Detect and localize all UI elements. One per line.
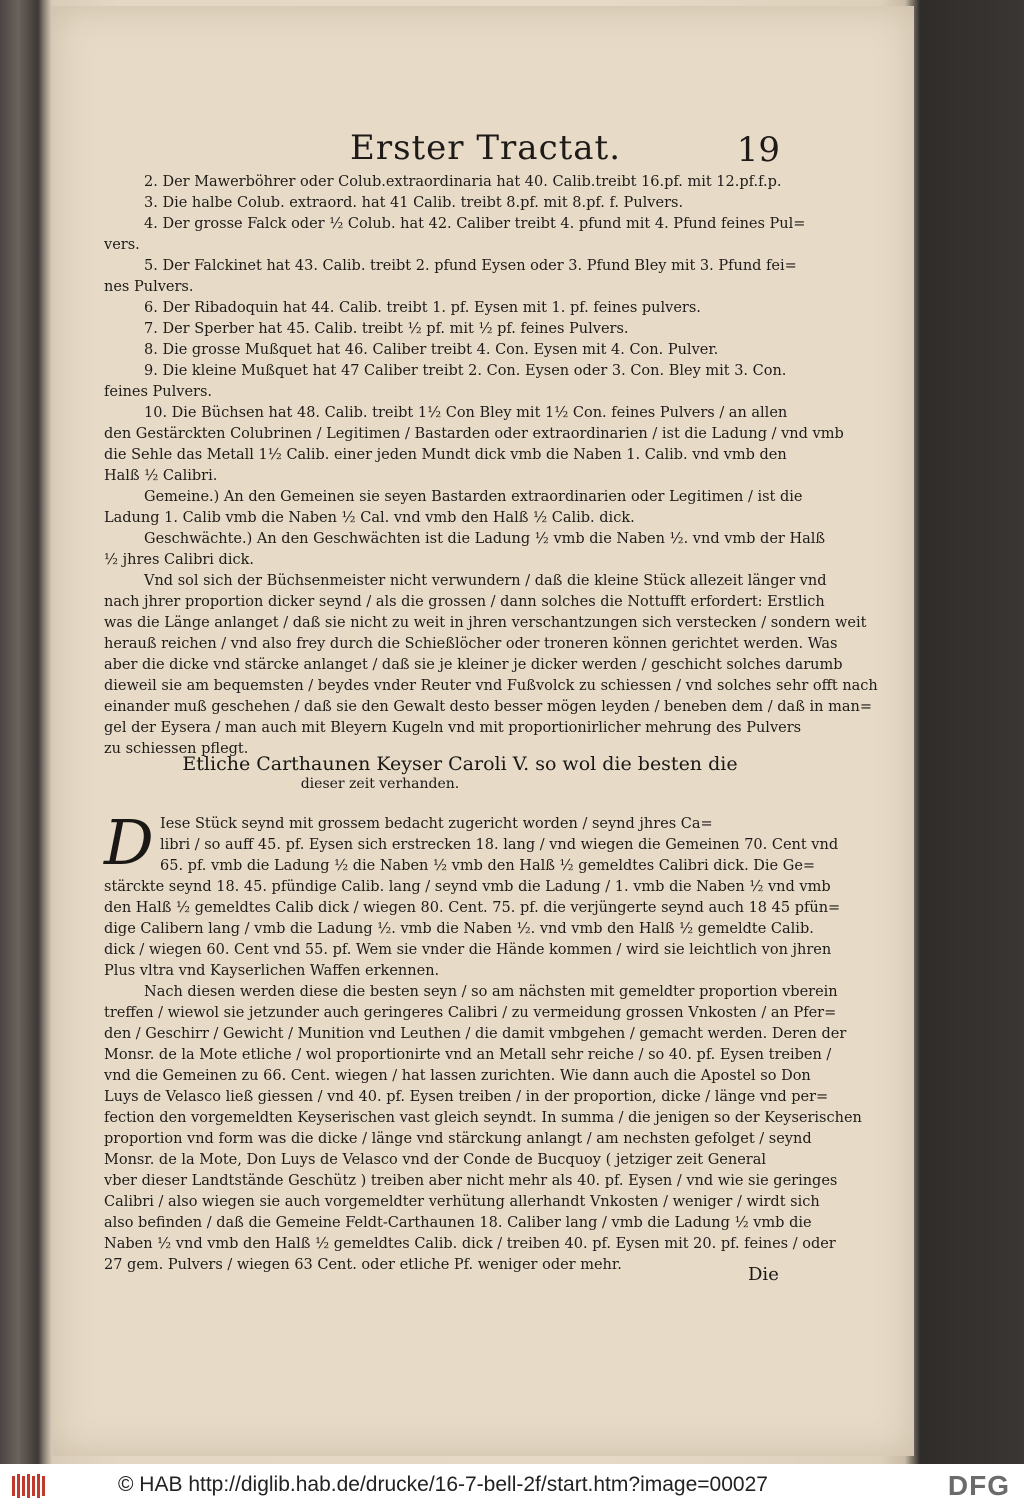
page-header	[300, 128, 780, 178]
text-line: fection den vorgemeldten Keyserischen vast gleich seyndt. In summa / die jenigen so der Keyserischen	[104, 1110, 862, 1126]
text-line: zu schiessen pflegt.	[104, 741, 249, 757]
page-number: 19	[736, 130, 780, 170]
text-line: ½ jhres Calibri dick.	[104, 552, 254, 568]
text-line: Nach diesen werden diese die besten seyn / so am nächsten mit gemeldter proportion vberein	[144, 984, 838, 1000]
text-line: nes Pulvers.	[104, 279, 194, 295]
copyright-link[interactable]: © HAB http://diglib.hab.de/drucke/16-7-bell-2f/start.htm?image=00027	[118, 1473, 768, 1496]
text-line: 8. Die grosse Mußquet hat 46. Caliber treibt 4. Con. Eysen mit 4. Con. Pulver.	[144, 342, 719, 358]
text-line: 6. Der Ribadoquin hat 44. Calib. treibt 1. pf. Eysen mit 1. pf. feines pulvers.	[144, 300, 701, 316]
text-line: libri / so auff 45. pf. Eysen sich erstrecken 18. lang / vnd wiegen die Gemeinen 70. Cent vnd	[160, 837, 839, 853]
hab-library-logo-icon	[10, 1472, 50, 1500]
section-subheading: dieser zeit verhanden.	[300, 776, 460, 792]
text-line: gel der Eysera / man auch mit Bleyern Kugeln vnd mit proportionirlicher mehrung des Pulvers	[104, 720, 802, 736]
text-line: vnd die Gemeinen zu 66. Cent. wiegen / hat lassen zurichten. Wie dann auch die Apostel so Don	[104, 1068, 811, 1084]
running-title: Erster Tractat.	[350, 128, 622, 168]
text-line: den Gestärckten Colubrinen / Legitimen / Bastarden oder extraordinarien / ist die Ladung / vnd vmb	[104, 426, 844, 442]
text-line: Ladung 1. Calib vmb die Naben ½ Cal. vnd vmb den Halß ½ Calib. dick.	[104, 510, 635, 526]
text-line: Monsr. de la Mote, Don Luys de Velasco vnd der Conde de Bucquoy ( jetziger zeit General	[104, 1152, 767, 1168]
text-line: dige Calibern lang / vmb die Ladung ½. vmb die Naben ½. vnd vmb den Halß ½ gemeldte Calib.	[104, 921, 814, 937]
text-line: Naben ½ vnd vmb den Halß ½ gemeldtes Calib. dick / treiben 40. pf. Eysen mit 20. pf. feines / oder	[104, 1236, 836, 1252]
text-line: die Sehle das Metall 1½ Calib. einer jeden Mundt dick vmb die Naben 1. Calib. vnd vmb den	[104, 447, 787, 463]
section-heading: Etliche Carthaunen Keyser Caroli V. so wol die besten die	[182, 753, 738, 775]
text-line: Luys de Velasco ließ giessen / vnd 40. pf. Eysen treiben / in der proportion, dicke / länge vnd per=	[104, 1089, 829, 1105]
text-line: vber dieser Landtstände Geschütz ) treiben aber nicht mehr als 40. pf. Eysen / vnd wie sie geringes	[104, 1173, 838, 1189]
text-line: 2. Der Mawerböhrer oder Colub.extraordinaria hat 40. Calib.treibt 16.pf. mit 12.pf.f.p.	[144, 174, 782, 190]
text-line: Calibri / also wiegen sie auch vorgemeldter verhütung allerhandt Vnkosten / weniger / wirdt sich	[104, 1194, 820, 1210]
text-line: den / Geschirr / Gewicht / Munition vnd Leuthen / die damit vmbgehen / gemacht werden. Deren der	[104, 1026, 847, 1042]
numbered-list-block	[104, 172, 878, 760]
text-line: 3. Die halbe Colub. extraord. hat 41 Calib. treibt 8.pf. mit 8.pf. f. Pulvers.	[144, 195, 684, 211]
text-line: 5. Der Falckinet hat 43. Calib. treibt 2. pfund Eysen oder 3. Pfund Bley mit 3. Pfund fei=	[144, 258, 797, 274]
text-line: 10. Die Büchsen hat 48. Calib. treibt 1½ Con Bley mit 1½ Con. feines Pulvers / an allen	[144, 405, 788, 421]
text-line: nach jhrer proportion dicker seynd / als die grossen / dann solches die Nottufft erfordert: Erstlich	[104, 594, 825, 610]
text-line: dieweil sie am bequemsten / beydes vnder Reuter vnd Fußvolck zu schiessen / vnd solches sehr offt nach	[104, 678, 878, 694]
decorated-initial: D	[104, 806, 154, 879]
text-line: treffen / wiewol sie jetzunder auch geringeres Calibri / zu vermeidung grossen Vnkosten / an Pfer=	[104, 1005, 837, 1021]
text-line: dick / wiegen 60. Cent vnd 55. pf. Wem sie vnder die Hände kommen / wird sie leichtlich von jhren	[104, 942, 832, 958]
text-line: einander muß geschehen / daß sie den Gewalt desto besser mögen leyden / beneben dem / daß in man=	[104, 699, 872, 715]
text-line: feines Pulvers.	[104, 384, 213, 400]
text-line: Vnd sol sich der Büchsenmeister nicht verwundern / daß die kleine Stück allezeit länger vnd	[144, 573, 827, 589]
text-line: also befinden / daß die Gemeine Feldt-Carthaunen 18. Caliber lang / vmb die Ladung ½ vmb die	[104, 1215, 812, 1231]
text-line: herauß reichen / vnd also frey durch die Schießlöcher oder troneren können gerichtet werden. Was	[104, 636, 838, 652]
text-line: 7. Der Sperber hat 45. Calib. treibt ½ pf. mit ½ pf. feines Pulvers.	[144, 321, 629, 337]
text-line: 27 gem. Pulvers / wiegen 63 Cent. oder etliche Pf. weniger oder mehr.	[104, 1257, 622, 1273]
text-line: 9. Die kleine Mußquet hat 47 Caliber treibt 2. Con. Eysen oder 3. Con. Bley mit 3. Con.	[144, 363, 787, 379]
text-line: Halß ½ Calibri.	[104, 468, 218, 484]
text-line: was die Länge anlanget / daß sie nicht zu weit in jhren verschantzungen sich verstecken / sondern weit	[104, 615, 867, 631]
text-line: stärckte seynd 18. 45. pfündige Calib. lang / seynd vmb die Ladung / 1. vmb die Naben ½ vnd vmb	[104, 879, 831, 895]
text-line: Gemeine.) An den Gemeinen sie seyen Bastarden extraordinarien oder Legitimen / ist die	[144, 489, 803, 505]
text-line: 65. pf. vmb die Ladung ½ die Naben ½ vmb den Halß ½ gemeldtes Calibri dick. Die Ge=	[160, 858, 816, 874]
text-line: aber die dicke vnd stärcke anlanget / daß sie je kleiner je dicker werden / geschicht solches darumb	[104, 657, 843, 673]
dfg-logo: DFG	[947, 1470, 1010, 1501]
text-line: vers.	[104, 237, 140, 253]
text-line: Plus vltra vnd Kayserlichen Waffen erkennen.	[104, 963, 440, 979]
main-paragraph-block	[104, 806, 862, 1276]
text-line: Geschwächte.) An den Geschwächten ist die Ladung ½ vmb die Naben ½. vnd vmb der Halß	[144, 531, 826, 547]
footer-bar	[0, 1464, 1024, 1508]
text-line: Iese Stück seynd mit grossem bedacht zugericht worden / seynd jhres Ca=	[160, 816, 713, 832]
text-line: Monsr. de la Mote etliche / wol proportionirte vnd an Metall sehr reiche / so 40. pf. Eysen treiben /	[104, 1047, 832, 1063]
catchword: Die	[748, 1264, 779, 1285]
text-line: den Halß ½ gemeldtes Calib dick / wiegen 80. Cent. 75. pf. die verjüngerte seynd auch 18 45 pfün=	[104, 900, 841, 916]
text-line: proportion vnd form was die dicke / länge vnd stärckung anlangt / am nechsten gefolget / seynd	[104, 1131, 812, 1147]
text-line: 4. Der grosse Falck oder ½ Colub. hat 42. Caliber treibt 4. pfund mit 4. Pfund feines Pul=	[144, 216, 806, 232]
